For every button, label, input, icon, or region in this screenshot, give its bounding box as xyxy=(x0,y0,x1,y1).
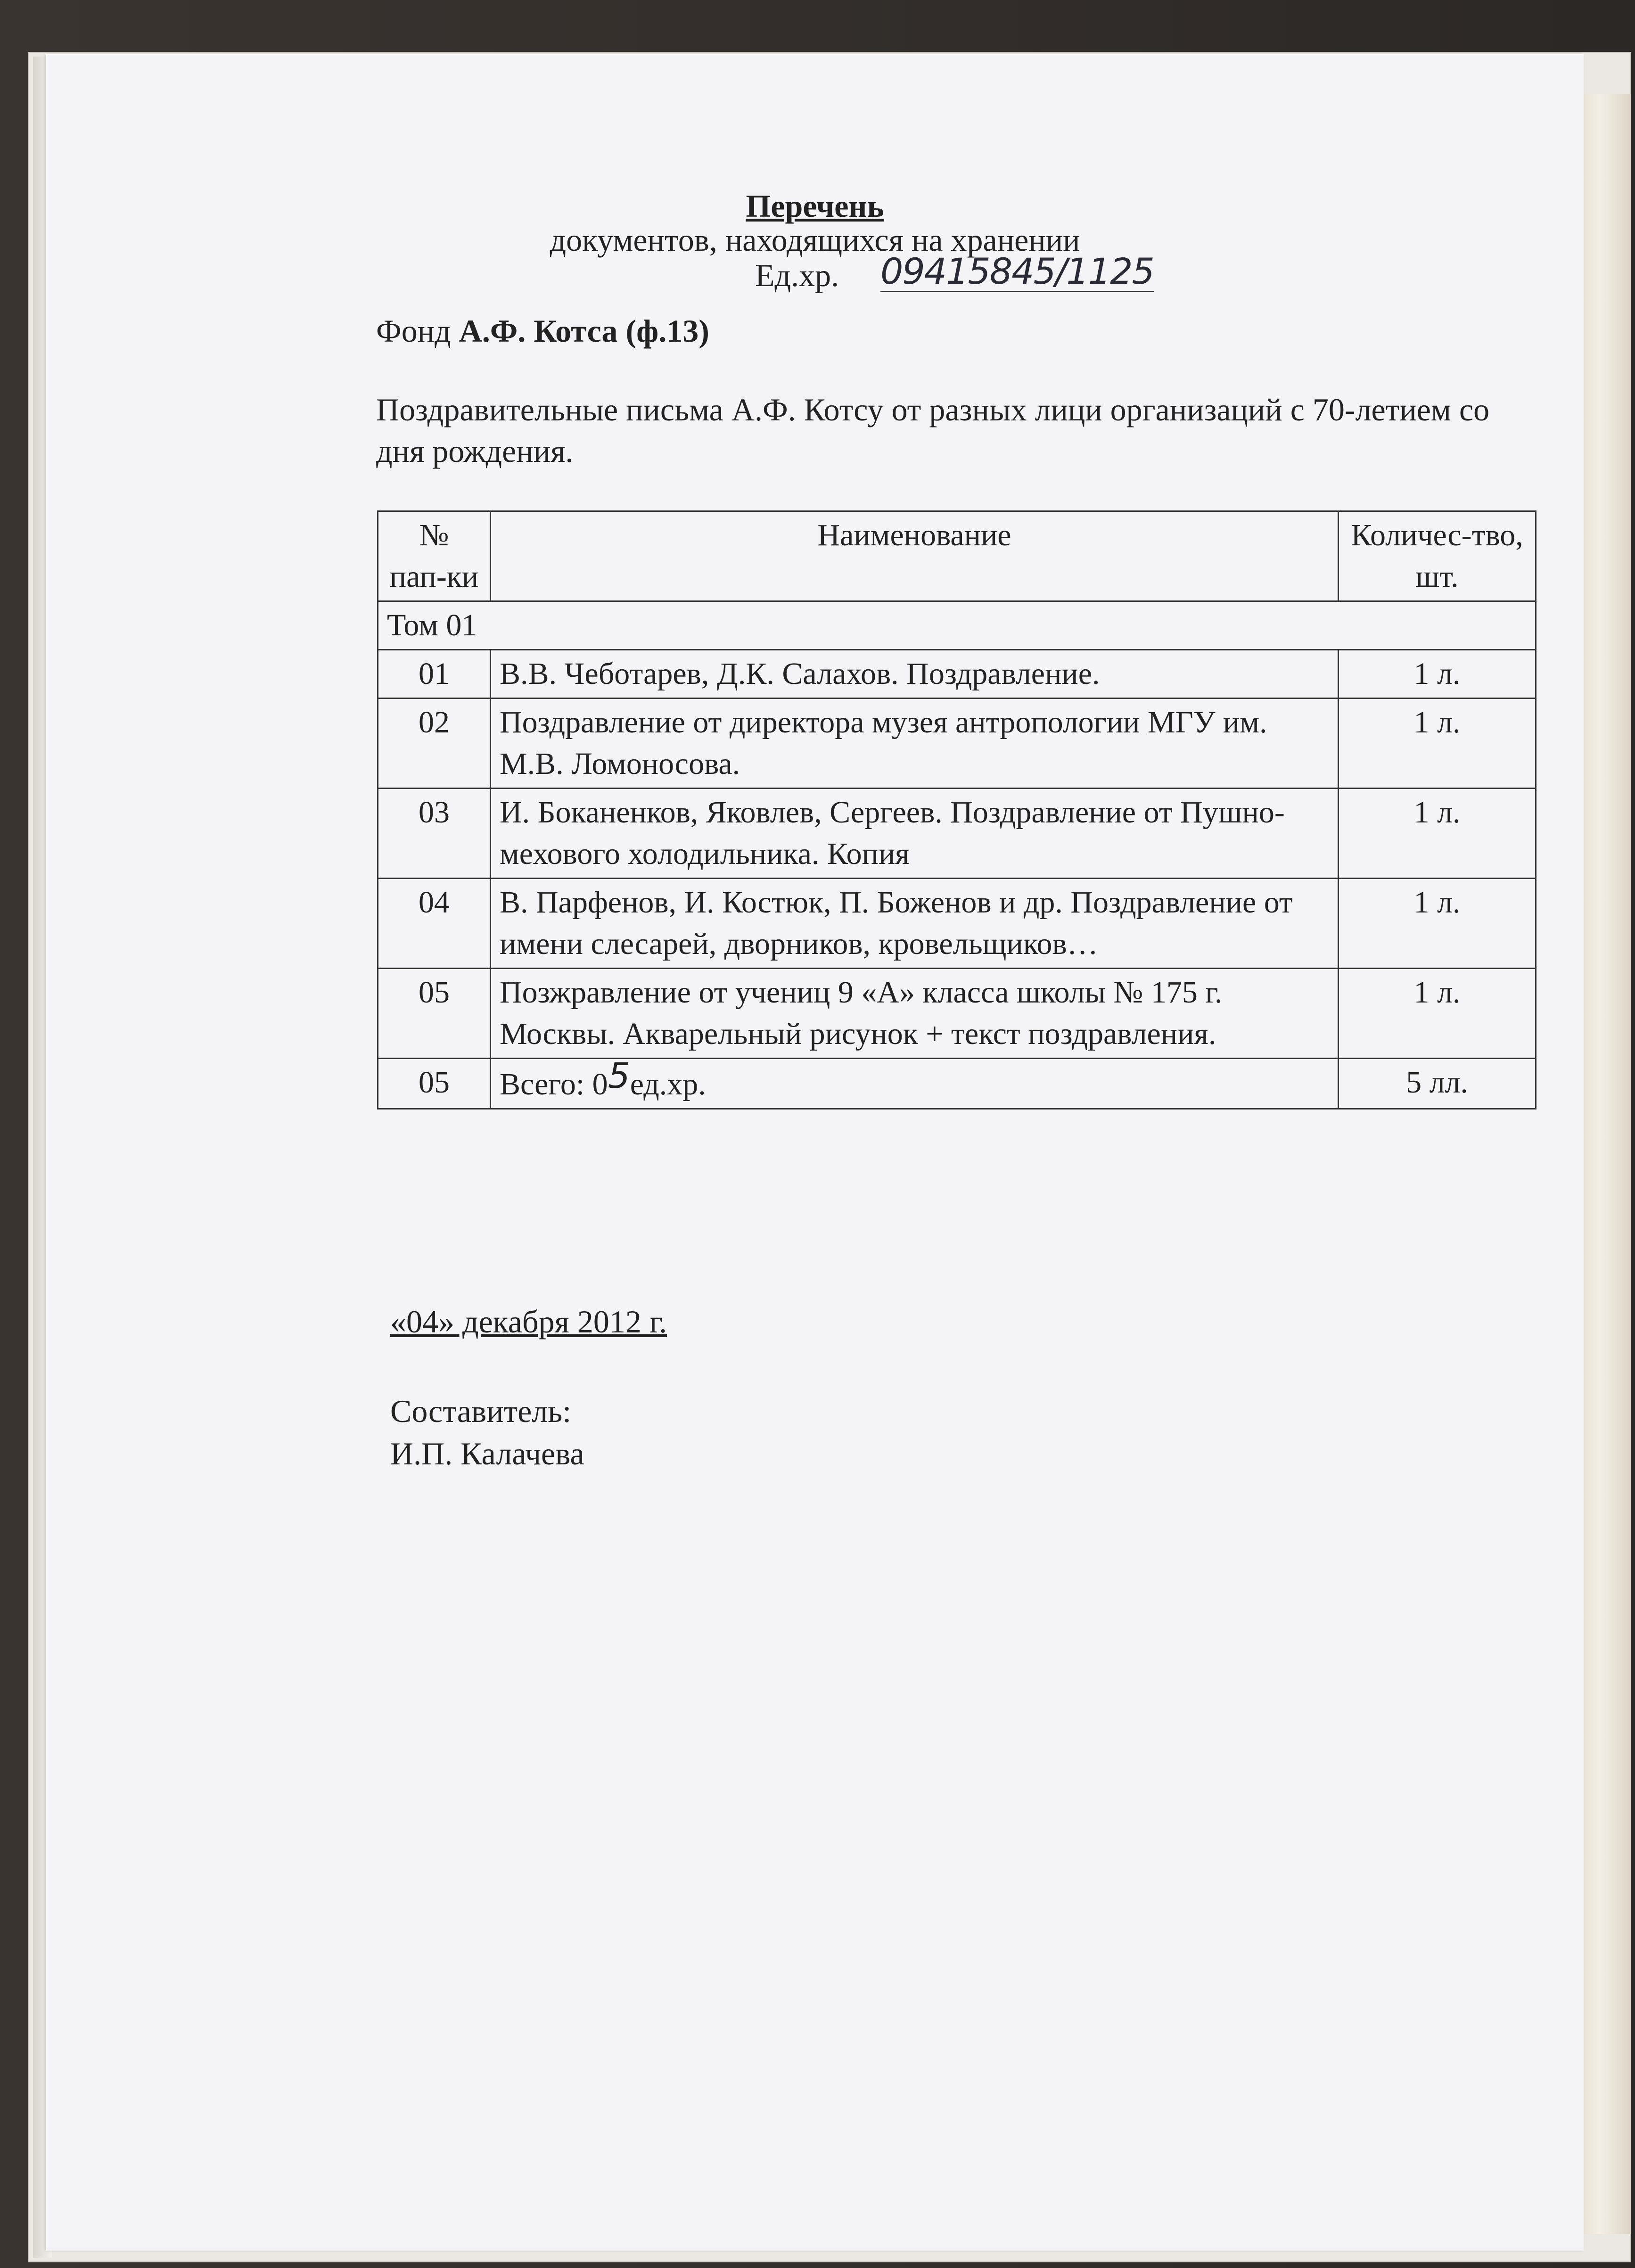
storage-unit-label: Ед.хр. xyxy=(755,257,839,293)
row-name: И. Боканенков, Яковлев, Сергеев. Поздравление от Пушно-мехового холодильника. Копия xyxy=(491,789,1339,879)
row-name: В.В. Чеботарев, Д.К. Салахов. Поздравление. xyxy=(491,650,1339,698)
fond-line xyxy=(376,312,709,350)
fond-prefix: Фонд xyxy=(376,313,459,349)
row-name: В. Парфенов, И. Костюк, П. Боженов и др. Поздравление от имени слесарей, дворников, кровельщиков… xyxy=(491,879,1339,969)
total-label-prefix: Всего: 0 xyxy=(500,1067,608,1101)
total-number: 05 xyxy=(378,1059,491,1109)
row-number: 02 xyxy=(378,698,491,789)
row-quantity: 1 л. xyxy=(1339,879,1536,969)
compiler-name: И.П. Калачева xyxy=(390,1436,584,1471)
table-row xyxy=(378,789,1536,879)
folder-edge-strip xyxy=(1579,94,1631,2234)
document-date xyxy=(390,1303,667,1340)
volume-row xyxy=(378,601,1536,650)
volume-label: Том 01 xyxy=(378,601,1536,650)
row-name: Поздравление от директора музея антропологии МГУ им. М.В. Ломоносова. xyxy=(491,698,1339,789)
row-number: 01 xyxy=(378,650,491,698)
row-name: Позжравление от учениц 9 «А» класса школы № 175 г. Москвы. Акварельный рисунок + текст поздравления. xyxy=(491,969,1339,1059)
total-label xyxy=(491,1056,1339,1109)
header-number: № пап-ки xyxy=(378,511,491,601)
table-header-row xyxy=(378,511,1536,601)
table-row xyxy=(378,650,1536,698)
document-subtitle: документов, находящихся на хранении xyxy=(550,222,1080,258)
date-text: «04» декабря 2012 г. xyxy=(390,1304,667,1339)
row-number: 03 xyxy=(378,789,491,879)
total-row xyxy=(378,1059,1536,1109)
row-number: 05 xyxy=(378,969,491,1059)
table-row xyxy=(378,698,1536,789)
table-row xyxy=(378,969,1536,1059)
row-quantity: 1 л. xyxy=(1339,789,1536,879)
header-name: Наименование xyxy=(491,511,1339,601)
document-description: Поздравительные письма А.Ф. Котсу от разных лици организаций с 70-летием со дня рождения. xyxy=(376,392,1490,469)
total-handwritten-digit: 5 xyxy=(608,1056,630,1096)
document-page xyxy=(46,54,1584,2251)
row-quantity: 1 л. xyxy=(1339,698,1536,789)
total-quantity: 5 лл. xyxy=(1339,1059,1536,1109)
storage-unit-handwritten-number: 09415845/1125 xyxy=(880,250,1154,292)
header-quantity: Количес-тво, шт. xyxy=(1339,511,1536,601)
row-quantity: 1 л. xyxy=(1339,650,1536,698)
compiler-label: Составитель: xyxy=(390,1393,572,1429)
row-number: 04 xyxy=(378,879,491,969)
table-row xyxy=(378,879,1536,969)
inventory-table xyxy=(377,510,1536,1109)
fond-name: А.Ф. Котса (ф.13) xyxy=(459,313,709,349)
row-quantity: 1 л. xyxy=(1339,969,1536,1059)
total-label-suffix: ед.хр. xyxy=(630,1067,706,1101)
document-title: Перечень xyxy=(746,188,884,224)
